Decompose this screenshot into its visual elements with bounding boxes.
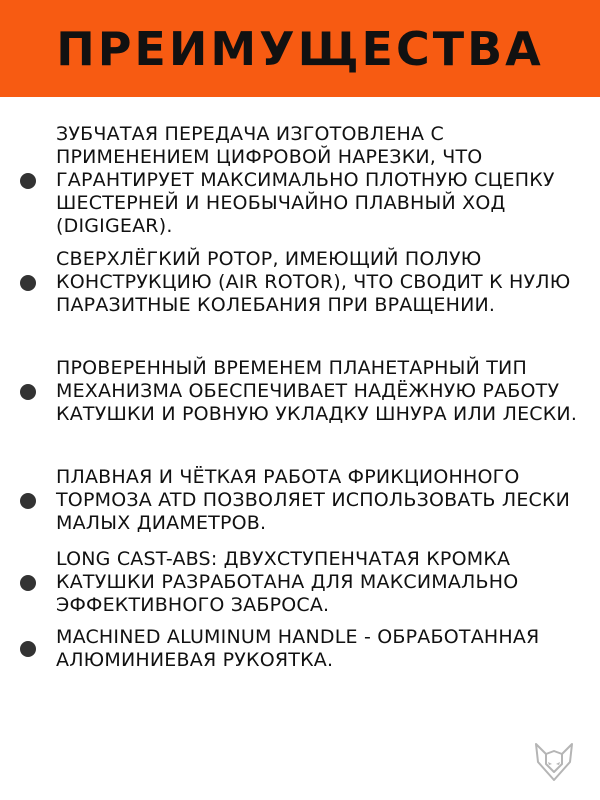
list-item-text: ПРОВЕРЕННЫЙ ВРЕМЕНЕМ ПЛАНЕТАРНЫЙ ТИП МЕХАНИЗМА ОБЕСПЕЧИВАЕТ НАДЁЖНУЮ РАБОТУ КАТУШКИ И РОВНУЮ УКЛАДКУ ШНУРА ИЛИ ЛЕСКИ. xyxy=(56,357,578,425)
list-item-text: MACHINED ALUMINUM HANDLE - ОБРАБОТАННАЯ АЛЮМИНИЕВАЯ РУКОЯТКА. xyxy=(56,626,540,671)
list-item xyxy=(20,466,590,535)
list-item xyxy=(20,123,590,238)
list-item-text: LONG CAST-ABS: ДВУХСТУПЕНЧАТАЯ КРОМКА КАТУШКИ РАЗРАБОТАНА ДЛЯ МАКСИМАЛЬНО ЭФФЕКТИВНОГО ЗАБРОСА. xyxy=(56,548,519,616)
list-item xyxy=(20,357,590,426)
list-item-text: СВЕРХЛЁГКИЙ РОТОР, ИМЕЮЩИЙ ПОЛУЮ КОНСТРУКЦИЮ (AIR ROTOR), ЧТО СВОДИТ К НУЛЮ ПАРАЗИТНЫЕ КОЛЕБАНИЯ ПРИ ВРАЩЕНИИ. xyxy=(56,248,571,316)
page-title: ПРЕИМУЩЕСТВА xyxy=(56,21,544,76)
list-item xyxy=(20,548,590,617)
list-item xyxy=(20,626,590,672)
bullet-icon xyxy=(20,641,36,657)
bullet-icon xyxy=(20,275,36,291)
list-item xyxy=(20,248,590,317)
bullet-icon xyxy=(20,384,36,400)
fox-head-icon xyxy=(532,740,576,784)
list-item-text: ЗУБЧАТАЯ ПЕРЕДАЧА ИЗГОТОВЛЕНА С ПРИМЕНЕНИЕМ ЦИФРОВОЙ НАРЕЗКИ, ЧТО ГАРАНТИРУЕТ МАКСИМАЛЬНО ПЛОТНУЮ СЦЕПКУ ШЕСТЕРНЕЙ И НЕОБЫЧАЙНО ПЛАВНЫЙ ХОД (DIGIGEAR). xyxy=(56,123,555,237)
bullet-icon xyxy=(20,493,36,509)
list-item-text: ПЛАВНАЯ И ЧЁТКАЯ РАБОТА ФРИКЦИОННОГО ТОРМОЗА ATD ПОЗВОЛЯЕТ ИСПОЛЬЗОВАТЬ ЛЕСКИ МАЛЫХ ДИАМЕТРОВ. xyxy=(56,466,571,534)
bullet-icon xyxy=(20,173,36,189)
bullet-icon xyxy=(20,575,36,591)
header-banner xyxy=(0,0,600,97)
